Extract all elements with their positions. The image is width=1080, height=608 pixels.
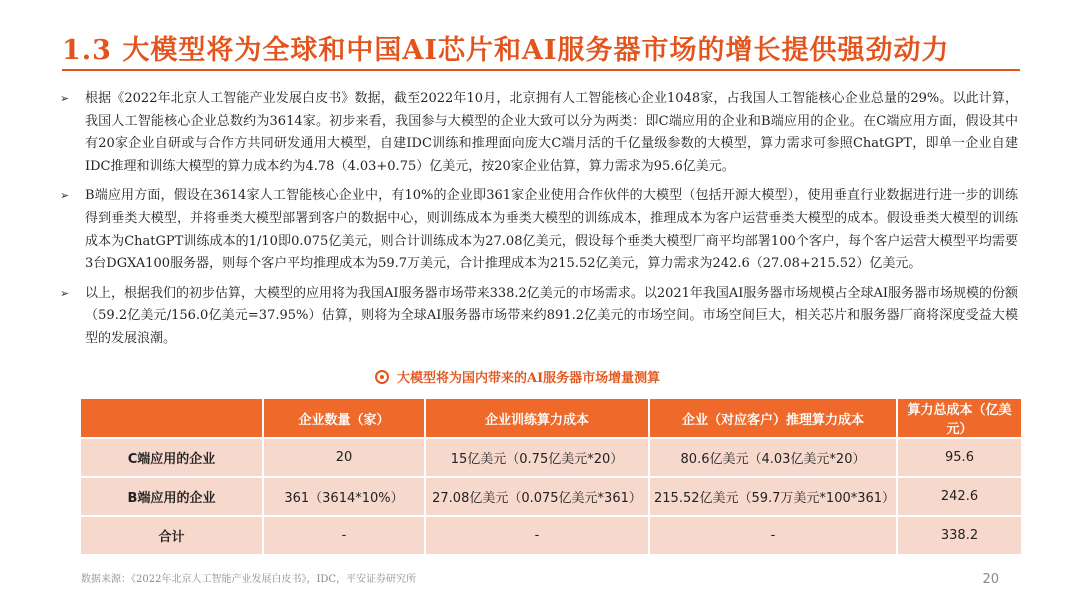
table-cell: 15亿美元（0.75亿美元*20） — [425, 438, 649, 477]
estimate-table — [81, 399, 1021, 554]
table-cell: 95.6 — [897, 438, 1021, 477]
source-note: 数据来源：《2022年北京人工智能产业发展白皮书》，IDC，平安证券研究所 — [81, 574, 417, 585]
bullet-text: 根据《2022年北京人工智能产业发展白皮书》数据，截至2022年10月，北京拥有人工智能核心企业1048家，占我国人工智能核心企业总量的29%。以此计算，我国人工智能核心企业总数约为3614家。初步来看，我国参与大模型的企业大致可以分为两类：即C端应用的企业和B端应用的企业。在C端应用方面，假设其中有20家企业自研或与合作方共同研发通用大模型，自建IDC训练和推理面向庞大C端月活的千亿量级参数的大模型，算力需求可参照ChatGPT，即单一企业自建IDC推理和训练大模型的算力成本约为4.78（4.03+0.75）亿美元，按20家企业估算，算力需求为95.6亿美元。 — [85, 91, 1018, 174]
table-cell: 80.6亿美元（4.03亿美元*20） — [649, 438, 897, 477]
table-caption-text: 大模型将为国内带来的AI服务器市场增量测算 — [397, 371, 661, 386]
table-row — [81, 477, 1021, 516]
bullet-list — [60, 88, 1018, 358]
title-divider — [62, 69, 1020, 71]
table-cell: - — [649, 516, 897, 554]
table-header-cell: 企业训练算力成本 — [425, 399, 649, 438]
table-cell: 361（3614*10%） — [263, 477, 425, 516]
row-label: B端应用的企业 — [81, 477, 263, 516]
target-circle-icon — [375, 370, 389, 384]
page-title: 1.3 大模型将为全球和中国AI芯片和AI服务器市场的增长提供强劲动力 — [62, 35, 950, 66]
table-cell: 27.08亿美元（0.075亿美元*361） — [425, 477, 649, 516]
bullet-item — [60, 185, 1018, 275]
table-row — [81, 516, 1021, 554]
page-number: 20 — [982, 572, 999, 587]
table-header-cell: 企业数量（家） — [263, 399, 425, 438]
table-cell: 338.2 — [897, 516, 1021, 554]
table-cell: - — [425, 516, 649, 554]
table-caption — [375, 367, 660, 386]
table-row — [81, 438, 1021, 477]
arrow-bullet-icon: ➢ — [60, 92, 70, 105]
table-cell: 20 — [263, 438, 425, 477]
table-header-row — [81, 399, 1021, 438]
bullet-item — [60, 88, 1018, 178]
bullet-text: B端应用方面，假设在3614家人工智能核心企业中，有10%的企业即361家企业使用合作伙伴的大模型（包括开源大模型），使用垂直行业数据进行进一步的训练得到垂类大模型，并将垂类大模型部署到客户的数据中心，则训练成本为垂类大模型的训练成本，推理成本为客户运营垂类大模型的成本。假设垂类大模型的训练成本为ChatGPT训练成本的1/10即0.075亿美元，则合计训练成本为27.08亿美元，假设每个垂类大模型厂商平均部署100个客户，每个客户运营大模型平均需要3台DGXA100服务器，则每个客户平均推理成本为59.7万美元，合计推理成本为215.52亿美元，算力需求为242.6（27.08+215.52）亿美元。 — [85, 188, 1018, 272]
table-header-cell: 企业（对应客户）推理算力成本 — [649, 399, 897, 438]
arrow-bullet-icon: ➢ — [60, 286, 70, 300]
row-label: 合计 — [81, 516, 263, 554]
table-header-cell — [81, 399, 263, 438]
row-label: C端应用的企业 — [81, 438, 263, 477]
table-header-cell: 算力总成本（亿美元） — [897, 399, 1021, 438]
bullet-item — [60, 283, 1018, 351]
table-cell: - — [263, 516, 425, 554]
table-cell: 242.6 — [897, 477, 1021, 516]
arrow-bullet-icon: ➢ — [60, 189, 70, 203]
table-cell: 215.52亿美元（59.7万美元*100*361） — [649, 477, 897, 516]
bullet-text: 以上，根据我们的初步估算，大模型的应用将为我国AI服务器市场带来338.2亿美元的市场需求。以2021年我国AI服务器市场规模占全球AI服务器市场规模的份额（59.2亿美元/156.0亿美元=37.95%）估算，则将为全球AI服务器市场带来约891.2亿美元的市场空间。市场空间巨大，相关芯片和服务器厂商将深度受益大模型的发展浪潮。 — [85, 285, 1018, 346]
